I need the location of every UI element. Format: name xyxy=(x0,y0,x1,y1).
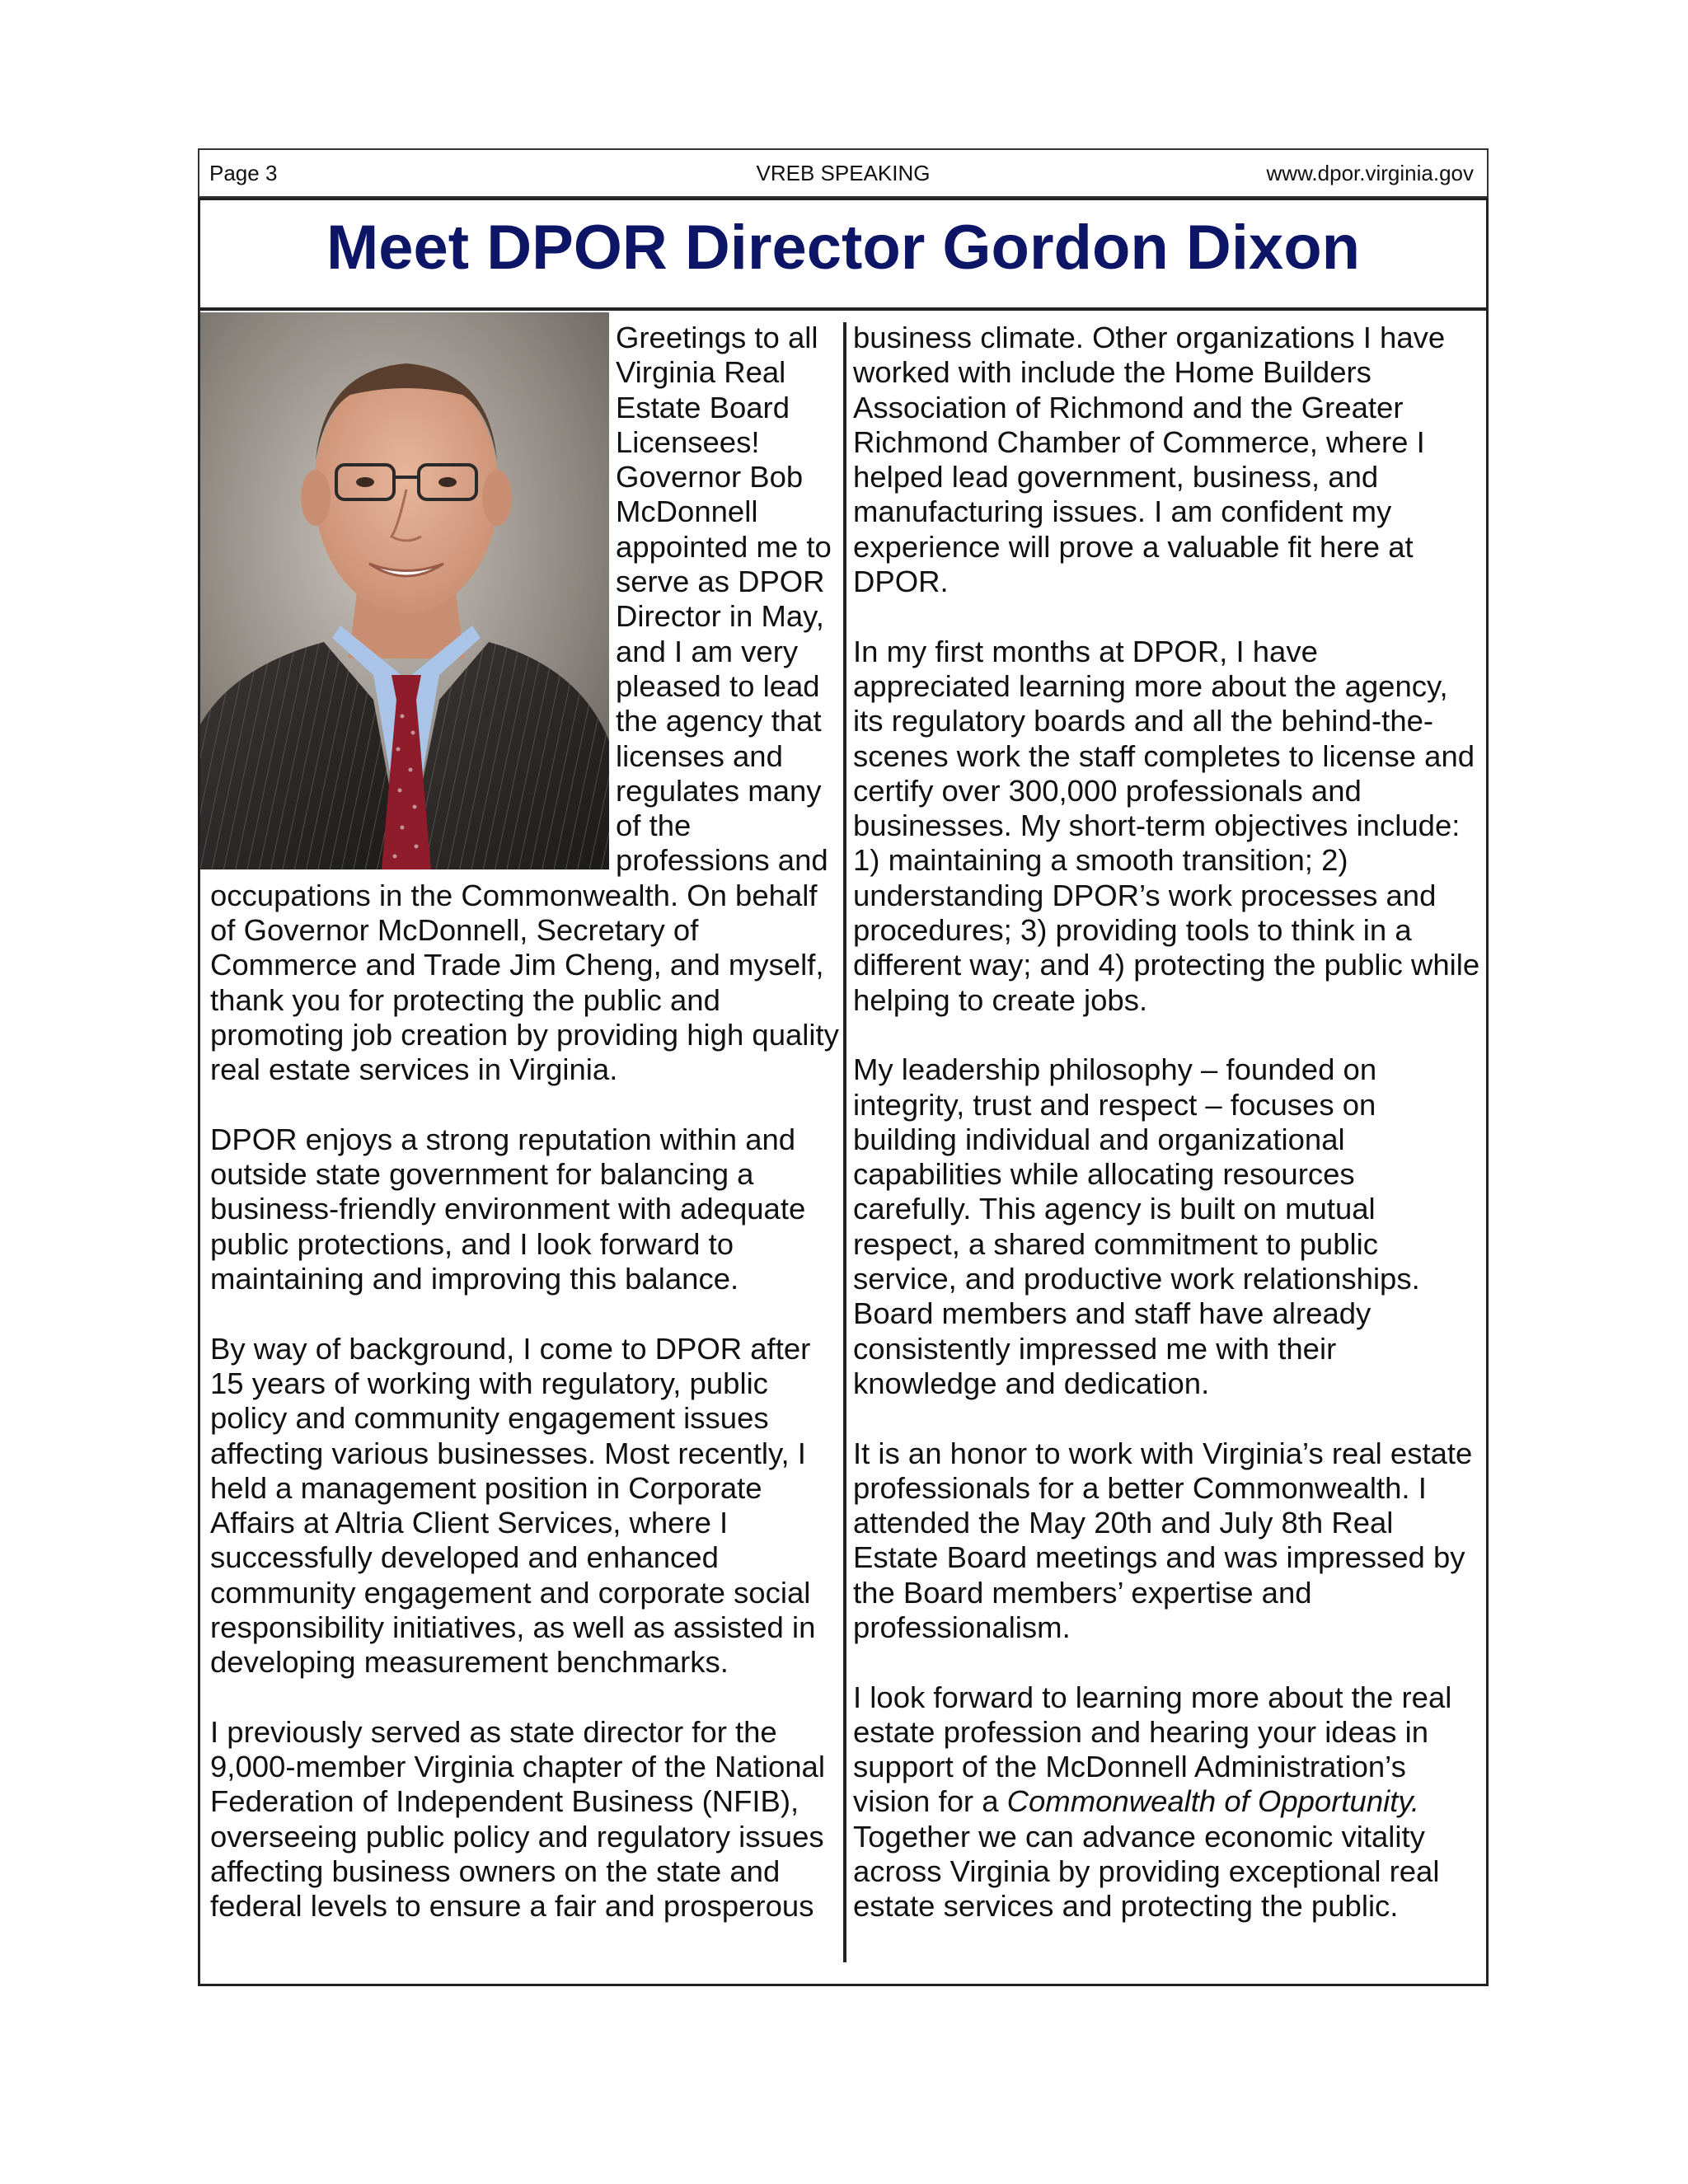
paragraph: In my first months at DPOR, I have appreciated learning more about the agency, its regulatory boards and all the behind-the-scenes work the staff completes to license and certify over 300,000 professionals and businesses. My short-term objectives include: 1) maintaining a smooth transition; 2) understanding DPOR’s work processes and procedures; 3) providing tools to think in a different way; and 4) protecting the public while helping to create jobs. xyxy=(853,634,1480,1017)
closing-text: I look forward to learning more about the real estate profession and hearing your ideas in support of the McDonnell Administration’s vision for a xyxy=(853,1680,1452,1819)
left-column xyxy=(210,321,846,1959)
right-column xyxy=(853,321,1481,1959)
paragraph: It is an honor to work with Virginia’s real estate professionals for a better Commonwealth. I attended the May 20th and July 8th Real Estate Board meetings and was impressed by the Board members’ expertise and professionalism. xyxy=(853,1436,1473,1644)
page-header xyxy=(198,148,1489,198)
website-link[interactable]: www.dpor.virginia.gov xyxy=(1266,161,1474,185)
paragraph: business climate. Other organizations I have worked with include the Home Builders Association of Richmond and the Greater Richmond Chamber of Commerce, where I helped lead government, business, and manufacturing issues. I am confident my experience will prove a valuable fit here at DPOR. xyxy=(853,321,1446,599)
page-number: Page 3 xyxy=(209,161,278,185)
article-title: Meet DPOR Director Gordon Dixon xyxy=(326,213,1361,283)
article-box xyxy=(198,198,1489,1986)
closing-paragraph xyxy=(853,1680,1481,1924)
closing-emphasis: Commonwealth of Opportunity. xyxy=(1006,1784,1420,1819)
paragraph: By way of background, I come to DPOR after 15 years of working with regulatory, public policy and community engagement issues affecting various businesses. Most recently, I held a management position in Corporate Affairs at Altria Client Services, where I successfully developed and enhanced community engagement and corporate social responsibility initiatives, as well as assisted in developing measurement benchmarks. xyxy=(210,1331,816,1680)
paragraph: Greetings to all Virginia Real Estate Board Licensees! Governor Bob McDonnell appointed me to serve as DPOR Director in May, and I am very pleased to lead the agency that licenses and regulates many of the professions and occupations in the Commonwealth. On behalf of Governor McDonnell, Secretary of Commerce and Trade Jim Cheng, and myself, thank you for protecting the public and promoting job creation by providing high quality real estate services in Virginia. xyxy=(210,321,839,1087)
paragraph: I previously served as state director for the 9,000-member Virginia chapter of the National Federation of Independent Business (NFIB), overseeing public policy and regulatory issues affecting business owners on the state and federal levels to ensure a fair and prosperous xyxy=(210,1714,825,1924)
newsletter-name: VREB SPEAKING xyxy=(756,161,931,185)
article-title-box xyxy=(200,200,1486,311)
paragraph: My leadership philosophy – founded on integrity, trust and respect – focuses on building individual and organizational capabilities while allocating resources carefully. This agency is built on mutual respect, a shared commitment to public service, and productive work relationships. Board members and staff have already consistently impressed me with their knowledge and dedication. xyxy=(853,1052,1420,1400)
paragraph: DPOR enjoys a strong reputation within and outside state government for balancing a business-friendly environment with adequate public protections, and I look forward to maintaining and improving this balance. xyxy=(210,1122,806,1296)
director-portrait xyxy=(200,312,609,869)
closing-text-end: Together we can advance economic vitality across Virginia by providing exceptional real estate services and protecting the public. xyxy=(853,1819,1440,1924)
